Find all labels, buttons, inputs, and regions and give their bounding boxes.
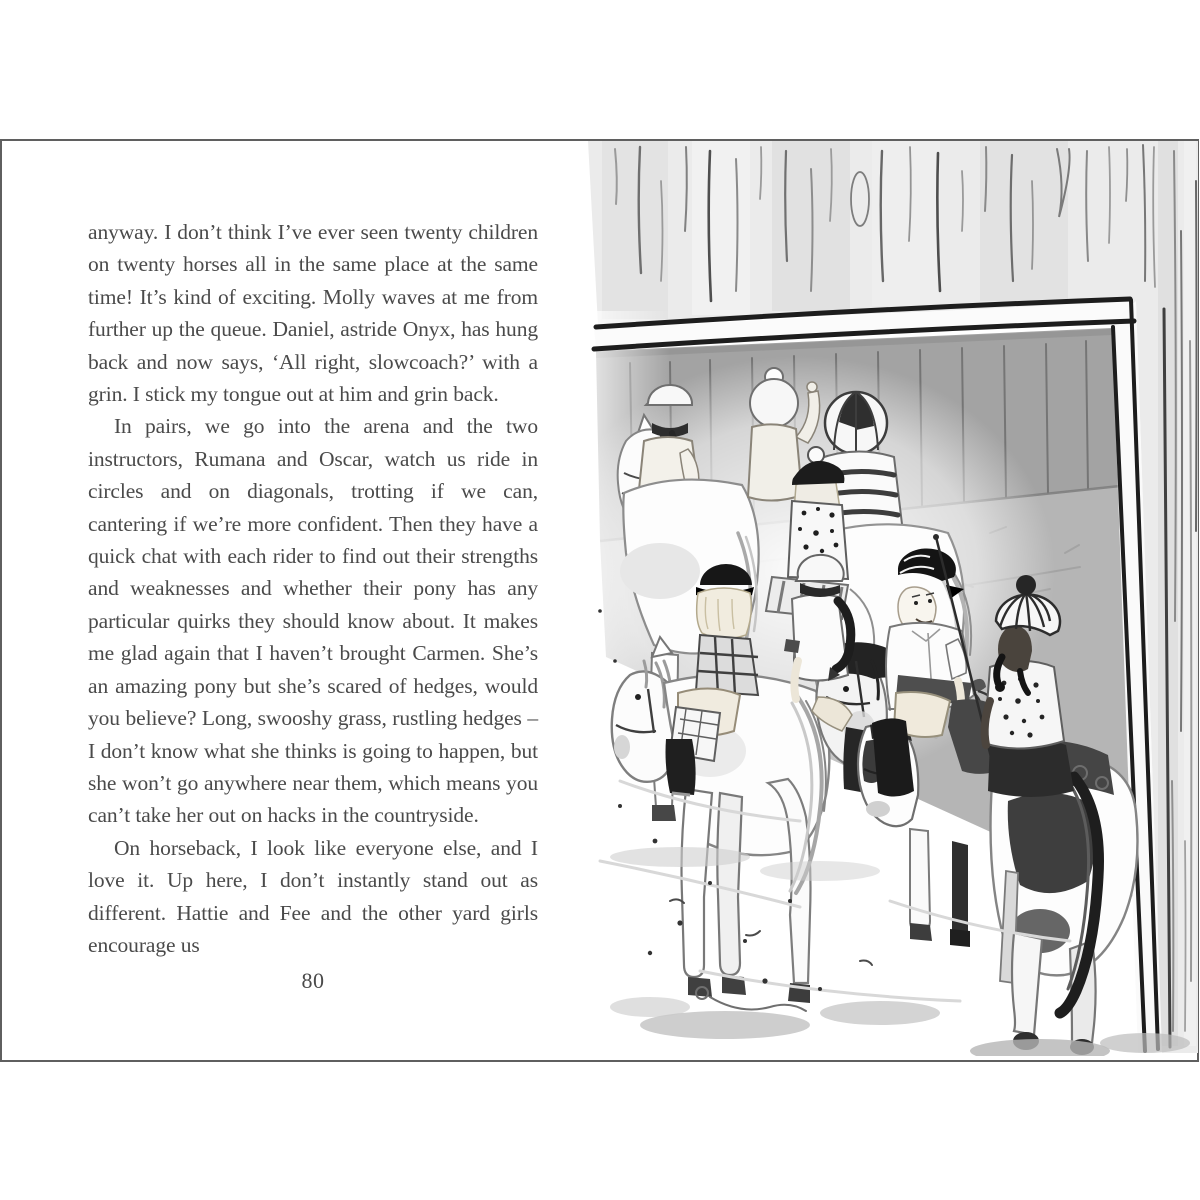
paragraph-2: In pairs, we go into the arena and the two instructors, Rumana and Oscar, watch us ride in circles and on diagonals, trotting if we can, cantering if we’re more confident. Then they have a quick chat with each rider to find out their strengths and weaknesses and whether their pony has any particular quirks they should know about. It makes me glad again that I haven’t brought Carmen. She’s an amazing pony but she’s scared of hedges, would you believe? Long, swooshy grass, rustling hedges – I don’t know what she thinks is going to happen, but she won’t go anywhere near them, which means you can’t take her out on hacks in the countryside. <box>88 414 538 828</box>
barn-illustration <box>560 141 1198 1056</box>
page-number: 80 <box>301 968 325 993</box>
paragraph-3: On horseback, I look like everyone else, and I love it. Up here, I don’t instantly stand out as different. Hattie and Fee and the other yard girls encourage us <box>88 835 538 957</box>
paragraph-1: anyway. I don’t think I’ve ever seen twenty children on twenty horses all in the same place at the same time! It’s kind of exciting. Molly waves at me from further up the queue. Daniel, astride Onyx, has hung back and now says, ‘All right, slowcoach?’ with a grin. I stick my tongue out at him and grin back. <box>88 220 538 407</box>
text-column <box>88 216 538 961</box>
